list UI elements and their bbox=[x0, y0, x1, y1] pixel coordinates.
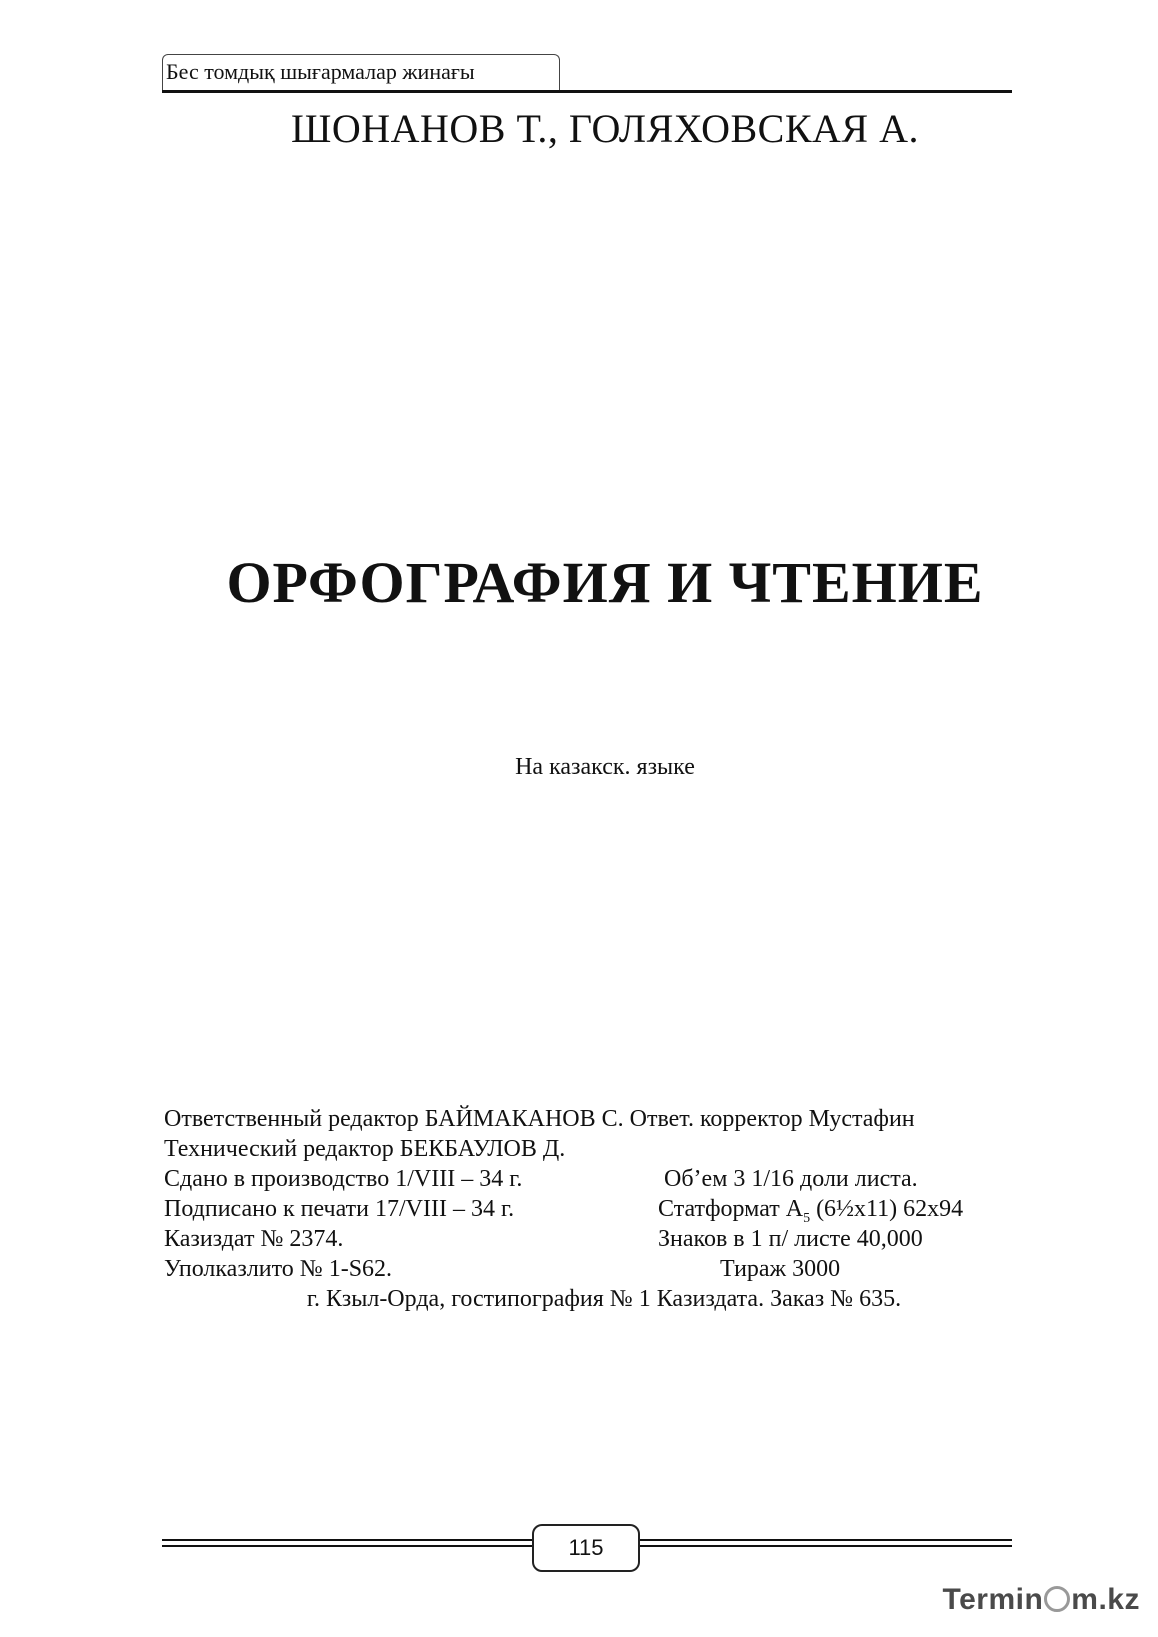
page-number: 115 bbox=[532, 1524, 640, 1572]
book-authors: ШОНАНОВ Т., ГОЛЯХОВСКАЯ А. bbox=[291, 106, 919, 151]
imprint-line bbox=[164, 1254, 1024, 1284]
header-rule bbox=[162, 90, 1012, 93]
imprint-line bbox=[164, 1284, 1044, 1314]
watermark-text-start: Termin bbox=[942, 1583, 1044, 1616]
imprint-publisher-number: Казиздат № 2374. bbox=[164, 1226, 344, 1252]
imprint-production-date: Сдано в производство 1/VIII – 34 г. bbox=[164, 1166, 523, 1192]
imprint-line bbox=[164, 1104, 1024, 1134]
language-note: На казакск. языке bbox=[515, 754, 695, 780]
imprint-censor-number: Уполказлито № 1-S62. bbox=[164, 1256, 393, 1282]
imprint-tech-editor: Технический редактор БЕКБАУЛОВ Д. bbox=[164, 1136, 566, 1162]
imprint-signed-date: Подписано к печати 17/VIII – 34 г. bbox=[164, 1196, 515, 1222]
running-header: Бес томдық шығармалар жинағы bbox=[166, 59, 475, 84]
footer-rule-left-top bbox=[162, 1539, 534, 1541]
watermark-text-end: m.kz bbox=[1071, 1583, 1140, 1616]
imprint-print-run: Тираж 3000 bbox=[720, 1256, 841, 1282]
format-dimensions: (6½х11) 62х94 bbox=[810, 1196, 964, 1222]
imprint-printing-house: г. Кзыл-Орда, гостипография № 1 Казиздата. Заказ № 635. bbox=[306, 1286, 902, 1312]
imprint-block bbox=[164, 1104, 1024, 1314]
imprint-editors: Ответственный редактор БАЙМАКАНОВ С. Ответ. корректор Мустафин bbox=[164, 1106, 915, 1132]
footer-rule-right-bottom bbox=[636, 1545, 1012, 1547]
format-label: Статформат А bbox=[658, 1196, 804, 1222]
imprint-line bbox=[164, 1194, 1024, 1224]
imprint-line bbox=[164, 1134, 1024, 1164]
book-title: ОРФОГРАФИЯ И ЧТЕНИЕ bbox=[226, 550, 984, 615]
imprint-line bbox=[164, 1164, 1024, 1194]
footer-rule-left-bottom bbox=[162, 1545, 534, 1547]
site-watermark bbox=[943, 1583, 1141, 1617]
imprint-line bbox=[164, 1224, 1024, 1254]
imprint-volume: Об’ем 3 1/16 доли листа. bbox=[664, 1166, 918, 1192]
footer-rule-right-top bbox=[636, 1539, 1012, 1541]
magnifier-icon bbox=[1044, 1586, 1070, 1612]
format-subscript: 5 bbox=[803, 1210, 811, 1226]
imprint-characters: Знаков в 1 п/ листе 40,000 bbox=[658, 1226, 923, 1252]
